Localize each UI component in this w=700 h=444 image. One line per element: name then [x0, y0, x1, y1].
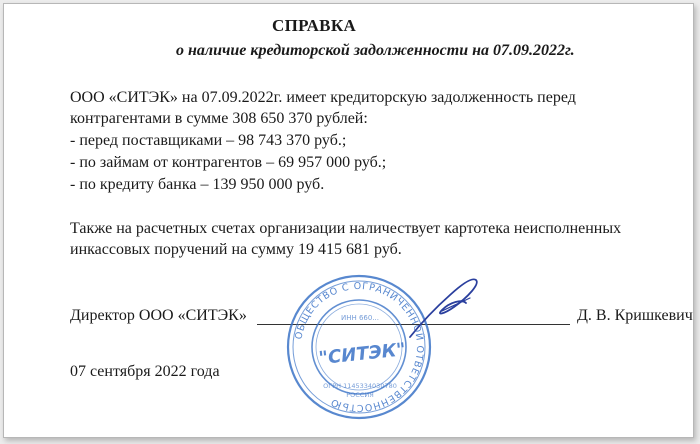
list-item: - перед поставщиками – 98 743 370 руб.;	[70, 132, 347, 149]
list-item: - по займам от контрагентов – 69 957 000 руб.;	[70, 154, 387, 171]
stamp-ogrn: ОГРН 1145334030780	[323, 382, 397, 390]
signer-position: Директор ООО «СИТЭК»	[70, 307, 247, 324]
paragraph-2-line-1: Также на расчетных счетах организации наличествует картотека неисполненных	[70, 220, 622, 237]
document-date: 07 сентября 2022 года	[70, 363, 220, 380]
stamp-center-text: "СИТЭК"	[317, 339, 407, 370]
document-title: СПРАВКА	[272, 16, 357, 35]
stamp-outer-text: ОБЩЕСТВО С ОГРАНИЧЕННОЙ ОТВЕТСТВЕННОСТЬЮ	[293, 280, 426, 414]
signature	[392, 271, 502, 351]
list-item: - по кредиту банка – 139 950 000 руб.	[70, 176, 325, 193]
paragraph-1-line-2: контрагентами в сумме 308 650 370 рублей:	[70, 110, 368, 127]
paragraph-2-line-2: инкассовых поручений на сумму 19 415 681 руб.	[70, 241, 402, 258]
document-page	[3, 3, 694, 438]
paragraph-1-line-1: ООО «СИТЭК» на 07.09.2022г. имеет кредиторскую задолженность перед	[70, 89, 576, 106]
stamp-city: РОССИЯ	[346, 391, 374, 399]
document-subtitle: о наличие кредиторской задолженности на 07.09.2022г.	[176, 42, 575, 59]
signer-name: Д. В. Кришкевич	[577, 307, 693, 324]
stamp-inn: ИНН 660...	[340, 314, 380, 322]
